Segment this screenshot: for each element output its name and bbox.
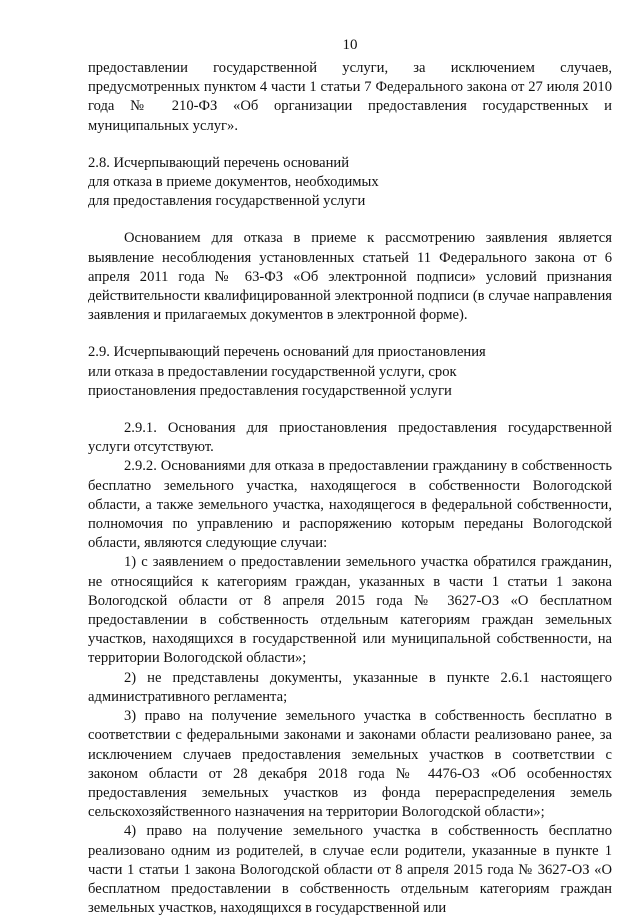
section-2-9-heading: [88, 343, 612, 401]
section-2-8-heading-line: для отказа в приеме документов, необходимых: [88, 174, 379, 191]
section-2-9-heading-line: или отказа в предоставлении государственной услуги, срок: [88, 363, 457, 380]
page-number: 10: [342, 37, 358, 53]
section-2-8-heading: [88, 154, 612, 212]
paragraph-2-9-2: 2.9.2. Основаниями для отказа в предоставлении гражданину в собственность бесплатно земельного участка, находящегося в собственности Вологодской области, а также земельного участка, находящегося в федеральной собственности, полномочия по управлению и распоряжению которым переданы Вологодской области, являются следующие случаи:: [88, 458, 612, 552]
intro-paragraph: предоставлении государственной услуги, за исключением случаев, предусмотренных пунктом 4 части 1 статьи 7 Федерального закона от 27 июля 2010 года № 210-ФЗ «Об организации предоставления государственных и муниципальных услуг».: [88, 60, 612, 134]
list-item-2: 2) не представлены документы, указанные в пункте 2.6.1 настоящего административного регламента;: [88, 669, 612, 705]
section-2-8-paragraph: Основанием для отказа в приеме к рассмотрению заявления является выявление несоблюдения установленных статьей 11 Федерального закона от 6 апреля 2011 года № 63-ФЗ «Об электронной подписи» условий признания действительности квалифицированной электронной подписи (в случае направления заявления и прилагаемых документов в электронной форме).: [88, 230, 612, 324]
list-item-3: 3) право на получение земельного участка в собственность бесплатно в соответствии с федеральными законами и законами области реализовано ранее, за исключением случаев предоставления земельных участков в соответствии с законом области от 28 декабря 2018 года № 4476-ОЗ «Об особенностях предоставления земельных участков из фонда перераспределения земель сельскохозяйственного назначения на территории Вологодской области»;: [88, 708, 612, 821]
paragraph-2-9-1: 2.9.1. Основания для приостановления предоставления государственной услуги отсутствуют.: [88, 420, 612, 456]
section-2-8-heading-line: для предоставления государственной услуги: [88, 193, 366, 210]
section-2-9-heading-line: 2.9. Исчерпывающий перечень оснований для приостановления: [88, 344, 486, 361]
list-item-1: 1) с заявлением о предоставлении земельного участка обратился гражданин, не относящийся к категориям граждан, указанных в части 1 статьи 1 закона Вологодской области от 8 апреля 2015 года № 3627-ОЗ «О бесплатном предоставлении в собственность отдельным категориям граждан земельных участков, находящихся в государственной или муниципальной собственности, на территории Вологодской области»;: [88, 554, 612, 667]
section-2-8-heading-line: 2.8. Исчерпывающий перечень оснований: [88, 154, 350, 171]
list-item-4: 4) право на получение земельного участка в собственность бесплатно реализовано одним из родителей, в случае если родители, указанные в пункте 1 части 1 статьи 1 закона Вологодской области от 8 апреля 2015 года № 3627-ОЗ «О бесплатном предоставлении в собственность отдельным категориям граждан земельных участков, находящихся в государственной или: [88, 823, 612, 917]
section-2-9-heading-line: приостановления предоставления государственной услуги: [88, 382, 452, 399]
